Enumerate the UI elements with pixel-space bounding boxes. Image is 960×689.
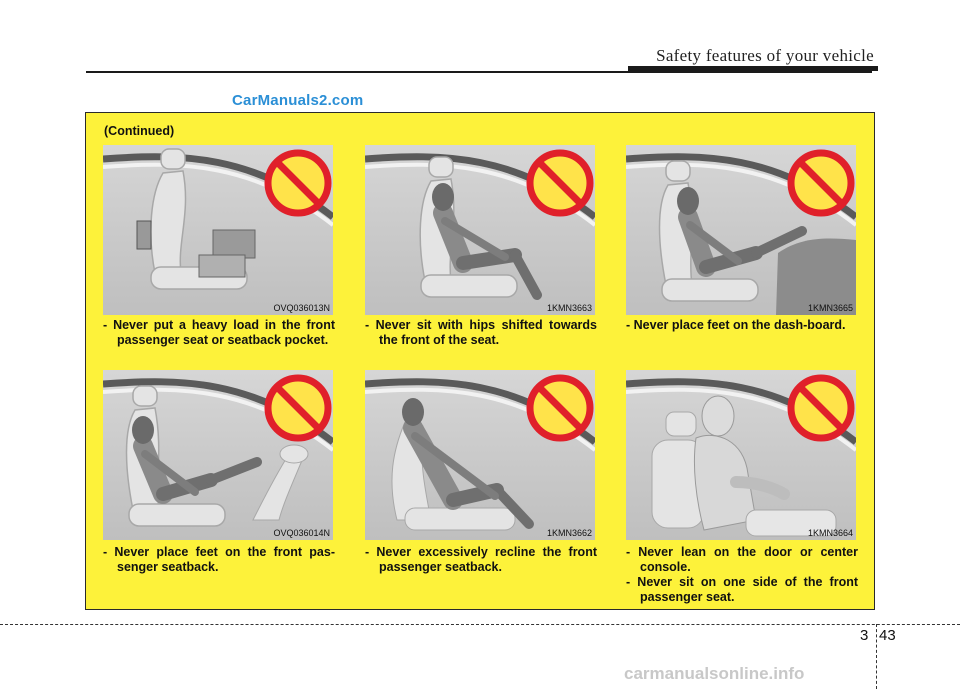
figure-lean-door bbox=[626, 370, 856, 540]
cargo-box bbox=[213, 230, 255, 258]
headrest bbox=[161, 149, 185, 169]
footer-divider bbox=[876, 624, 877, 689]
caption-feet-dash bbox=[626, 318, 858, 333]
head bbox=[132, 416, 154, 444]
caption-lean-door bbox=[626, 545, 858, 605]
figure-code: OVQ036013N bbox=[273, 303, 330, 313]
head bbox=[702, 396, 734, 436]
watermark-link[interactable]: CarManuals2.com bbox=[232, 92, 364, 109]
figure-code: 1KMN3663 bbox=[546, 303, 592, 313]
cargo-box bbox=[199, 255, 245, 277]
figure-feet-seatback bbox=[103, 370, 333, 540]
caption-line: - Never excessively recline the front passenger seatback. bbox=[365, 545, 597, 574]
caption-line: - Never place feet on the front pas-senger seatback. bbox=[103, 545, 335, 574]
caption-line: - Never lean on the door or center console. bbox=[626, 545, 858, 574]
continued-label: (Continued) bbox=[104, 124, 175, 138]
headrest bbox=[666, 161, 690, 181]
figure-code: OVQ036014N bbox=[273, 528, 330, 538]
headrest bbox=[133, 386, 157, 406]
caption-line: - Never sit with hips shifted towards the front of the seat. bbox=[365, 318, 597, 347]
caption-line: - Never place feet on the dash-board. bbox=[626, 318, 846, 332]
header-rule bbox=[86, 71, 872, 73]
caption-heavy-load bbox=[103, 318, 335, 348]
seat-back bbox=[151, 171, 186, 273]
head bbox=[402, 398, 424, 426]
figure-hips-shifted-illustration bbox=[365, 145, 595, 315]
head bbox=[677, 187, 699, 215]
shin bbox=[515, 255, 537, 295]
seat-cushion bbox=[421, 275, 517, 297]
watermark-footer-link[interactable]: carmanualsonline.info bbox=[624, 664, 805, 683]
seatback-pocket-load bbox=[137, 221, 151, 249]
figure-feet-seatback-illustration bbox=[103, 370, 333, 540]
figure-feet-dash bbox=[626, 145, 856, 315]
chapter-number: 3 bbox=[860, 627, 869, 644]
shin bbox=[211, 462, 257, 480]
caption-line: - Never put a heavy load in the front passenger seat or seatback pocket. bbox=[103, 318, 335, 347]
page-number: 43 bbox=[879, 627, 896, 644]
front-headrest bbox=[280, 445, 308, 463]
seat-cushion bbox=[405, 508, 515, 530]
head bbox=[432, 183, 454, 211]
figure-heavy-load bbox=[103, 145, 333, 315]
headrest bbox=[666, 412, 696, 436]
figure-recline bbox=[365, 370, 595, 540]
section-title: Safety features of your vehicle bbox=[656, 46, 874, 65]
caption-feet-seatback bbox=[103, 545, 335, 575]
caption-line: - Never sit on one side of the front passenger seat. bbox=[626, 575, 858, 604]
seat-cushion bbox=[129, 504, 225, 526]
caption-recline bbox=[365, 545, 597, 575]
figure-heavy-load-illustration bbox=[103, 145, 333, 315]
footer-rule bbox=[0, 624, 960, 625]
figure-lean-door-illustration bbox=[626, 370, 856, 540]
figure-hips-shifted bbox=[365, 145, 595, 315]
caption-hips-shifted bbox=[365, 318, 597, 348]
headrest bbox=[429, 157, 453, 177]
seat-cushion bbox=[662, 279, 758, 301]
figure-recline-illustration bbox=[365, 370, 595, 540]
figure-code: 1KMN3665 bbox=[807, 303, 853, 313]
figure-code: 1KMN3662 bbox=[546, 528, 592, 538]
figure-code: 1KMN3664 bbox=[807, 528, 853, 538]
figure-feet-dash-illustration bbox=[626, 145, 856, 315]
